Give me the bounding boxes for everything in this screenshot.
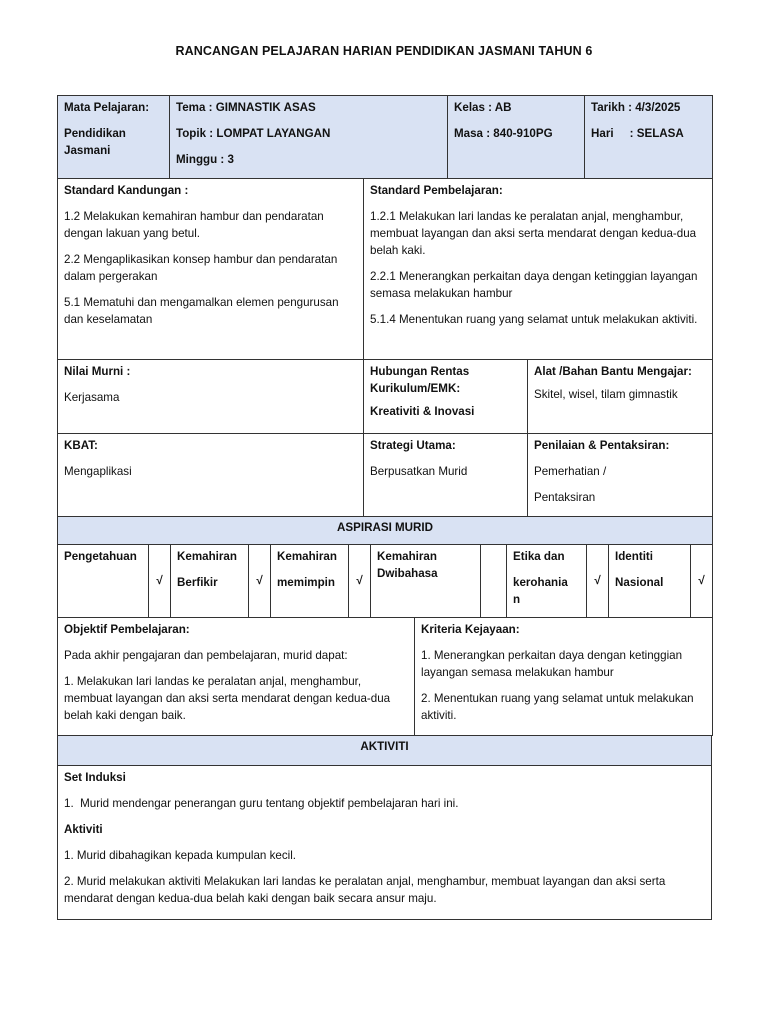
set-induksi-label: Set Induksi xyxy=(64,770,126,784)
penilaian-label: Penilaian & Pentaksiran: xyxy=(534,439,670,452)
identiti-tick: √ xyxy=(691,544,713,617)
standard-pembelajaran-cell xyxy=(364,179,713,359)
aktiviti-title: AKTIVITI xyxy=(58,736,712,765)
aktiviti-label: Aktiviti xyxy=(64,822,103,836)
masa: Masa : 840-910PG xyxy=(454,127,553,140)
tarikh: Tarikh : 4/3/2025 xyxy=(591,101,681,114)
strategi-value: Berpusatkan Murid xyxy=(370,465,468,478)
etika-label-2: kerohania xyxy=(513,575,568,589)
aktiviti-cell xyxy=(58,765,712,919)
dwibahasa-label: Kemahiran Dwibahasa xyxy=(377,549,438,580)
identiti-label-2: Nasional xyxy=(615,575,664,589)
aspirasi-dwibahasa xyxy=(371,544,481,617)
set-induksi-item: 1. Murid mendengar penerangan guru tentang objektif pembelajaran hari ini. xyxy=(64,796,459,810)
emk-cell xyxy=(364,360,528,434)
standard-pembelajaran-item: 1.2.1 Melakukan lari landas ke peralatan anjal, menghambur, membuat layangan dan aksi serta mendarat dengan kedua-dua belah kaki. xyxy=(370,210,697,257)
mata-pelajaran-value: Pendidikan Jasmani xyxy=(64,127,126,157)
kriteria-item: 2. Menentukan ruang yang selamat untuk melakukan aktiviti. xyxy=(421,691,694,722)
aspirasi-identiti xyxy=(609,544,691,617)
standard-kandungan-label: Standard Kandungan : xyxy=(64,184,189,197)
objektif-item: 1. Melakukan lari landas ke peralatan anjal, menghambur, membuat layangan dan aksi serta mendarat dengan kedua-dua belah kaki dengan baik. xyxy=(64,674,391,722)
aspirasi-berfikir xyxy=(171,544,249,617)
tema: Tema : GIMNASTIK ASAS xyxy=(176,101,316,114)
aktiviti-item: 1. Murid dibahagikan kepada kumpulan kecil. xyxy=(64,848,297,862)
header-table xyxy=(57,95,713,179)
tarikh-cell xyxy=(585,96,713,179)
penilaian-cell xyxy=(528,434,713,517)
standard-kandungan-cell xyxy=(58,179,364,359)
mata-pelajaran-label: Mata Pelajaran: xyxy=(64,101,150,114)
nilai-table xyxy=(57,360,713,518)
alat-bahan-cell xyxy=(528,360,713,434)
aktiviti-item: 2. Murid melakukan aktiviti Melakukan lari landas ke peralatan anjal, menghambur, membuat layangan dan aksi serta mendarat dengan kedua-dua belah kaki dengan baik secara ansur maju. xyxy=(64,874,666,905)
emk-value: Kreativiti & Inovasi xyxy=(370,404,475,418)
berfikir-label-2: Berfikir xyxy=(177,575,218,589)
standard-kandungan-item: 1.2 Melakukan kemahiran hambur dan pendaratan dengan lakuan yang betul. xyxy=(64,210,324,240)
objektif-intro: Pada akhir pengajaran dan pembelajaran, murid dapat: xyxy=(64,648,348,662)
pengetahuan-label: Pengetahuan xyxy=(64,549,137,563)
tema-cell xyxy=(170,96,448,179)
objektif-cell xyxy=(58,618,415,736)
aspirasi-pengetahuan xyxy=(58,544,149,617)
pengetahuan-tick: √ xyxy=(149,544,171,617)
kbat-cell xyxy=(58,434,364,517)
kbat-value: Mengaplikasi xyxy=(64,465,132,478)
minggu: Minggu : 3 xyxy=(176,153,234,166)
standard-pembelajaran-label: Standard Pembelajaran: xyxy=(370,184,503,197)
kriteria-cell xyxy=(415,618,713,736)
kelas: Kelas : AB xyxy=(454,101,512,114)
hari: Hari : SELASA xyxy=(591,127,684,140)
etika-label-1: Etika dan xyxy=(513,549,565,563)
kriteria-item: 1. Menerangkan perkaitan daya dengan ketinggian layangan semasa melakukan hambur xyxy=(421,648,683,679)
objektif-label: Objektif Pembelajaran: xyxy=(64,622,190,636)
etika-label-3: n xyxy=(513,592,521,606)
mata-pelajaran-cell xyxy=(58,96,170,179)
alat-bahan-value: Skitel, wisel, tilam gimnastik xyxy=(534,387,678,401)
nilai-murni-label: Nilai Murni : xyxy=(64,364,131,378)
identiti-label-1: Identiti xyxy=(615,549,653,563)
standard-kandungan-item: 5.1 Mematuhi dan mengamalkan elemen pengurusan dan keselamatan xyxy=(64,296,339,326)
dwibahasa-tick-cell xyxy=(481,544,507,617)
etika-tick: √ xyxy=(587,544,609,617)
lesson-plan xyxy=(57,95,712,920)
nilai-murni-value: Kerjasama xyxy=(64,390,120,404)
page-title: RANCANGAN PELAJARAN HARIAN PENDIDIKAN JASMANI TAHUN 6 xyxy=(175,44,593,58)
standard-pembelajaran-item: 5.1.4 Menentukan ruang yang selamat untuk melakukan aktiviti. xyxy=(370,313,698,326)
aspirasi-etika xyxy=(507,544,587,617)
standard-kandungan-item: 2.2 Mengaplikasikan konsep hambur dan pendaratan dalam pergerakan xyxy=(64,253,338,283)
topik: Topik : LOMPAT LAYANGAN xyxy=(176,127,331,140)
memimpin-label-1: Kemahiran xyxy=(277,549,337,563)
memimpin-tick: √ xyxy=(349,544,371,617)
strategi-label: Strategi Utama: xyxy=(370,439,456,452)
penilaian-value-1: Pemerhatian / xyxy=(534,465,607,478)
nilai-murni-cell xyxy=(58,360,364,434)
kriteria-label: Kriteria Kejayaan: xyxy=(421,622,520,636)
standard-table xyxy=(57,179,713,360)
standard-pembelajaran-item: 2.2.1 Menerangkan perkaitan daya dengan ketinggian layangan semasa melakukan hambur xyxy=(370,270,698,300)
alat-bahan-label: Alat /Bahan Bantu Mengajar: xyxy=(534,364,692,378)
aktiviti-table xyxy=(57,736,712,920)
memimpin-label-2: memimpin xyxy=(277,575,335,589)
berfikir-tick: √ xyxy=(249,544,271,617)
kbat-label: KBAT: xyxy=(64,439,98,452)
objektif-table xyxy=(57,618,713,737)
kelas-cell xyxy=(448,96,585,179)
emk-label: Hubungan Rentas Kurikulum/EMK: xyxy=(370,364,470,395)
aspirasi-title: ASPIRASI MURID xyxy=(58,517,713,544)
strategi-cell xyxy=(364,434,528,517)
aspirasi-table xyxy=(57,517,713,618)
aspirasi-memimpin xyxy=(271,544,349,617)
penilaian-value-2: Pentaksiran xyxy=(534,491,596,504)
berfikir-label-1: Kemahiran xyxy=(177,549,237,563)
